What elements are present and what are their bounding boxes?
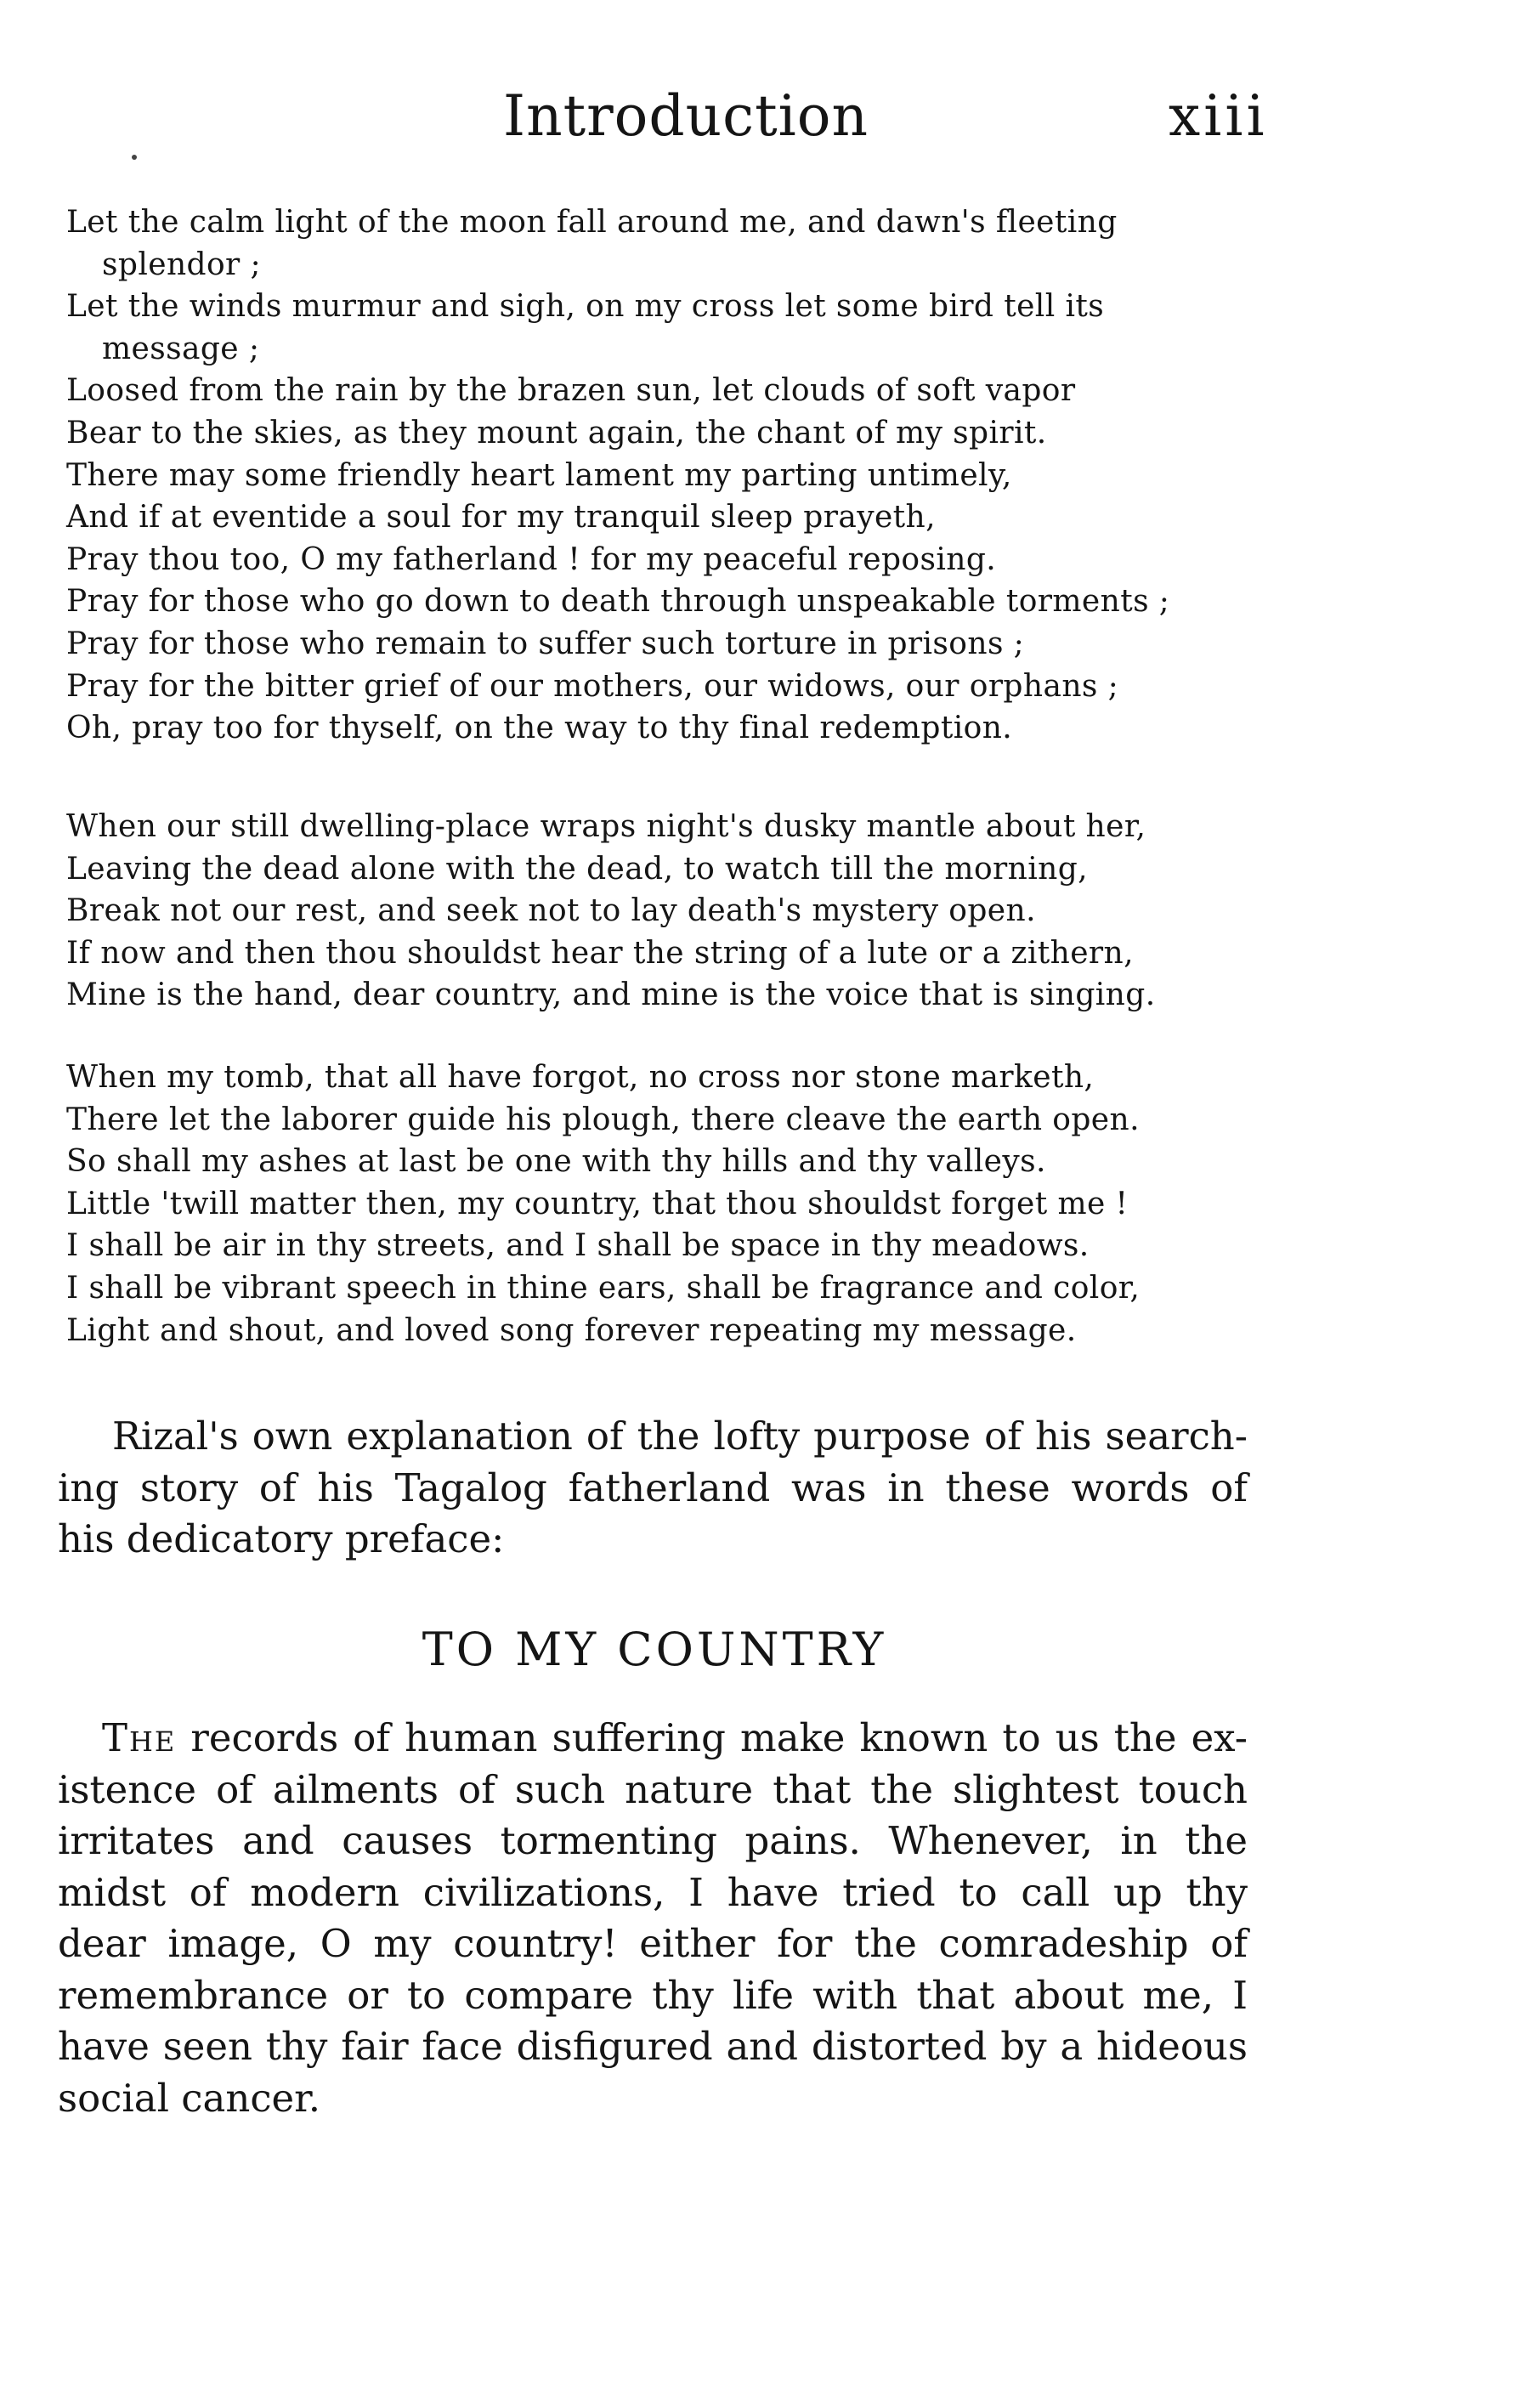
poem-line: Bear to the skies, as they mount again, the chant of my spirit. (66, 415, 1047, 450)
intro-paragraph (58, 1411, 1248, 1566)
poem-line: Let the calm light of the moon fall around me, and dawn's fleeting (66, 205, 1118, 240)
poem-line-continuation: message ; (102, 331, 260, 366)
poem-line: There let the laborer guide his plough, there cleave the earth open. (66, 1102, 1140, 1137)
print-speck (132, 155, 137, 160)
poem-line: If now and then thou shouldst hear the string of a lute or a zithern, (66, 935, 1134, 971)
paragraph-line: have seen thy fair face disfigured and distorted by a hideous (58, 2024, 1248, 2069)
paragraph-line: irritates and causes tormenting pains. Whenever, in the (58, 1818, 1248, 1863)
poem-line: So shall my ashes at last be one with thy hills and thy valleys. (66, 1144, 1046, 1180)
poem-line: Oh, pray too for thyself, on the way to thy final redemption. (66, 711, 1013, 746)
paragraph-line: ing story of his Tagalog fatherland was in these words of (58, 1465, 1248, 1510)
paragraph-line (58, 1713, 1248, 1765)
page-number: xiii (1169, 83, 1268, 149)
paragraph-line: remembrance or to compare thy life with that about me, I (58, 1972, 1248, 2018)
poem-line: Break not our rest, and seek not to lay death's mystery open. (66, 893, 1036, 929)
poem-line: Pray thou too, O my fatherland ! for my peaceful reposing. (66, 541, 997, 577)
page-header (0, 78, 1534, 155)
poem-line: Leaving the dead alone with the dead, to watch till the morning, (66, 851, 1089, 887)
paragraph-line-text: records of human suffering make known to us the ex- (190, 1715, 1248, 1760)
paragraph-line: midst of modern civilizations, I have tried to call up thy (58, 1869, 1248, 1915)
poem-stanza-3 (66, 1057, 1273, 1351)
poem-line: Pray for the bitter grief of our mothers, our widows, our orphans ; (66, 668, 1119, 704)
poem-line: And if at eventide a soul for my tranquil sleep prayeth, (66, 500, 936, 535)
paragraph-line: Rizal's own explanation of the lofty purpose of his search- (112, 1414, 1248, 1459)
poem-line: Pray for those who remain to suffer such torture in prisons ; (66, 626, 1025, 661)
poem-line: When our still dwelling-place wraps night's dusky mantle about her, (66, 809, 1146, 844)
poem-line: There may some friendly heart lament my parting untimely, (66, 457, 1012, 493)
poem-stanza-2 (66, 806, 1273, 1017)
poem-line: Loosed from the rain by the brazen sun, let clouds of soft vapor (66, 373, 1076, 409)
paragraph-line: his dedicatory preface: (58, 1516, 505, 1561)
paragraph-line: istence of ailments of such nature that the slightest touch (58, 1766, 1248, 1812)
poem-line: Light and shout, and loved song forever repeating my message. (66, 1312, 1077, 1348)
poem-line: Mine is the hand, dear country, and mine is the voice that is singing. (66, 977, 1156, 1013)
poem-line: Pray for those who go down to death through unspeakable torments ; (66, 584, 1170, 620)
paragraph-line: social cancer. (58, 2075, 321, 2121)
preface-paragraph (58, 1713, 1248, 2124)
poem-line: Let the winds murmur and sigh, on my cross let some bird tell its (66, 289, 1105, 325)
poem-line: Little 'twill matter then, my country, that thou shouldst forget me ! (66, 1186, 1129, 1221)
running-title: Introduction (503, 83, 869, 149)
poem-line: When my tomb, that all have forgot, no cross nor stone marketh, (66, 1060, 1095, 1095)
poem-line: I shall be vibrant speech in thine ears, shall be fragrance and color, (66, 1270, 1141, 1306)
poem-line: I shall be air in thy streets, and I shall be space in thy meadows. (66, 1228, 1090, 1264)
poem-stanza-1 (66, 201, 1273, 750)
dropword: The (102, 1715, 177, 1760)
poem-line-continuation: splendor ; (102, 246, 262, 282)
section-heading: TO MY COUNTRY (422, 1623, 887, 1676)
paragraph-line: dear image, O my country! either for the comradeship of (58, 1921, 1248, 1966)
